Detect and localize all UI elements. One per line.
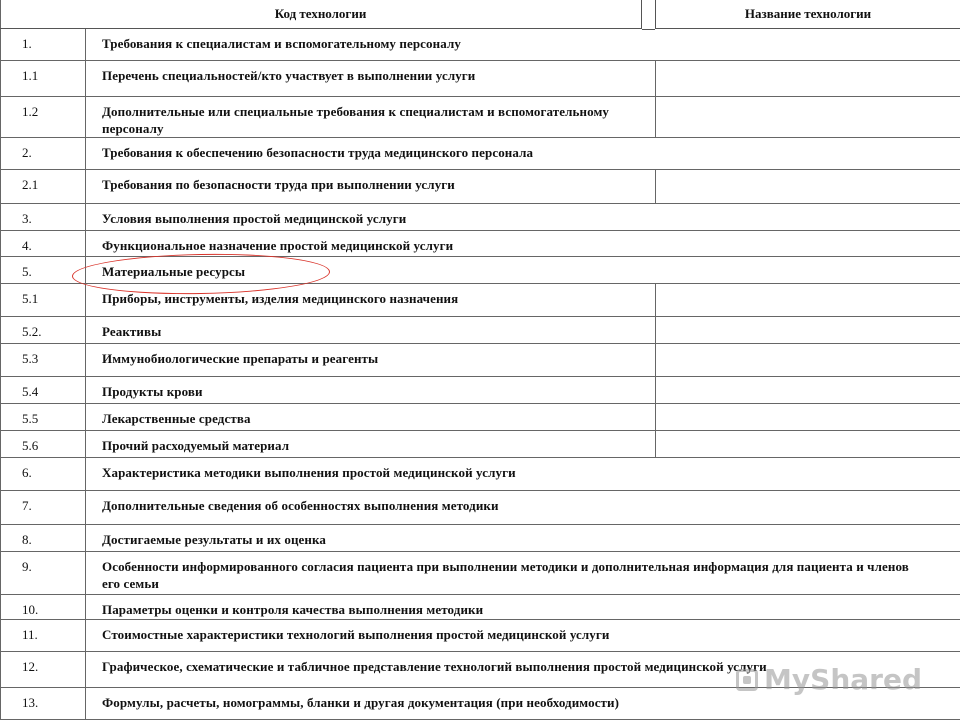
table-row <box>0 97 960 138</box>
row-title: Функциональное назначение простой медицинской услуги <box>102 238 454 253</box>
table-row <box>0 377 960 404</box>
table-row <box>0 204 960 231</box>
row-name-cell[interactable] <box>655 404 960 430</box>
row-code: 2.1 <box>0 170 86 203</box>
row-code: 4. <box>0 231 86 256</box>
row-title: Дополнительные или специальные требования к специалистам и вспомогательному персоналу <box>102 104 610 136</box>
row-title: Параметры оценки и контроля качества выполнения методики <box>102 602 484 617</box>
row-code: 9. <box>0 552 86 594</box>
row-name-cell[interactable] <box>655 97 960 137</box>
row-title: Материальные ресурсы <box>102 264 246 279</box>
row-title: Формулы, расчеты, номограммы, бланки и другая документация (при необходимости) <box>102 695 620 710</box>
row-title: Особенности информированного согласия пациента при выполнении методики и дополнительная информация для пациента и членов его семьи <box>102 559 909 591</box>
table-row <box>0 458 960 491</box>
row-code: 7. <box>0 491 86 524</box>
row-name-cell[interactable] <box>655 377 960 403</box>
table-row <box>0 344 960 377</box>
row-code: 11. <box>0 620 86 651</box>
table-row <box>0 61 960 97</box>
row-title: Характеристика методики выполнения простой медицинской услуги <box>102 465 516 480</box>
watermark-text: MyShared <box>764 663 922 696</box>
row-code: 10. <box>0 595 86 619</box>
table-row <box>0 525 960 552</box>
table-row <box>0 595 960 620</box>
row-title: Реактивы <box>102 324 162 339</box>
row-code: 2. <box>0 138 86 169</box>
header-code-column: Код технологии <box>0 0 642 29</box>
row-code: 5.6 <box>0 431 86 457</box>
row-name-cell[interactable] <box>655 61 960 96</box>
table-row <box>0 404 960 431</box>
row-title: Дополнительные сведения об особенностях выполнения методики <box>102 498 499 513</box>
row-title: Продукты крови <box>102 384 203 399</box>
row-name-cell[interactable] <box>655 317 960 343</box>
row-title: Прочий расходуемый материал <box>102 438 290 453</box>
table-row <box>0 138 960 170</box>
row-code: 12. <box>0 652 86 687</box>
row-code: 13. <box>0 688 86 719</box>
row-code: 5.1 <box>0 284 86 316</box>
row-title: Достигаемые результаты и их оценка <box>102 532 327 547</box>
row-title: Стоимостные характеристики технологий выполнения простой медицинской услуги <box>102 627 610 642</box>
row-name-cell[interactable] <box>655 284 960 316</box>
table-row <box>0 491 960 525</box>
table-row <box>0 231 960 257</box>
table-row <box>0 317 960 344</box>
row-title: Графическое, схематические и табличное представление технологий выполнения простой медицинской услуги <box>102 659 767 674</box>
row-title: Требования по безопасности труда при выполнении услуги <box>102 177 455 192</box>
row-name-cell[interactable] <box>655 344 960 376</box>
row-code: 5.2. <box>0 317 86 343</box>
row-code: 6. <box>0 458 86 490</box>
row-code: 1.1 <box>0 61 86 96</box>
row-code: 5.5 <box>0 404 86 430</box>
table-row <box>0 552 960 595</box>
table-row <box>0 29 960 61</box>
row-code: 1.2 <box>0 97 86 137</box>
table-row <box>0 431 960 458</box>
row-title: Перечень специальностей/кто участвует в выполнении услуги <box>102 68 476 83</box>
watermark <box>736 663 922 696</box>
row-title: Лекарственные средства <box>102 411 251 426</box>
watermark-logo-icon <box>736 669 758 691</box>
row-code: 5.3 <box>0 344 86 376</box>
row-code: 5. <box>0 257 86 283</box>
table-row <box>0 620 960 652</box>
row-name-cell[interactable] <box>655 431 960 457</box>
row-title: Приборы, инструменты, изделия медицинского назначения <box>102 291 459 306</box>
row-code: 5.4 <box>0 377 86 403</box>
table-row <box>0 170 960 204</box>
row-code: 3. <box>0 204 86 230</box>
row-code: 8. <box>0 525 86 551</box>
row-name-cell[interactable] <box>655 170 960 203</box>
row-title: Требования к специалистам и вспомогательному персоналу <box>102 36 461 51</box>
row-title: Требования к обеспечению безопасности труда медицинского персонала <box>102 145 534 160</box>
row-title: Условия выполнения простой медицинской услуги <box>102 211 407 226</box>
header-name-column: Название технологии <box>655 0 960 29</box>
row-title: Иммунобиологические препараты и реагенты <box>102 351 379 366</box>
header-gap <box>642 0 655 30</box>
row-code: 1. <box>0 29 86 60</box>
